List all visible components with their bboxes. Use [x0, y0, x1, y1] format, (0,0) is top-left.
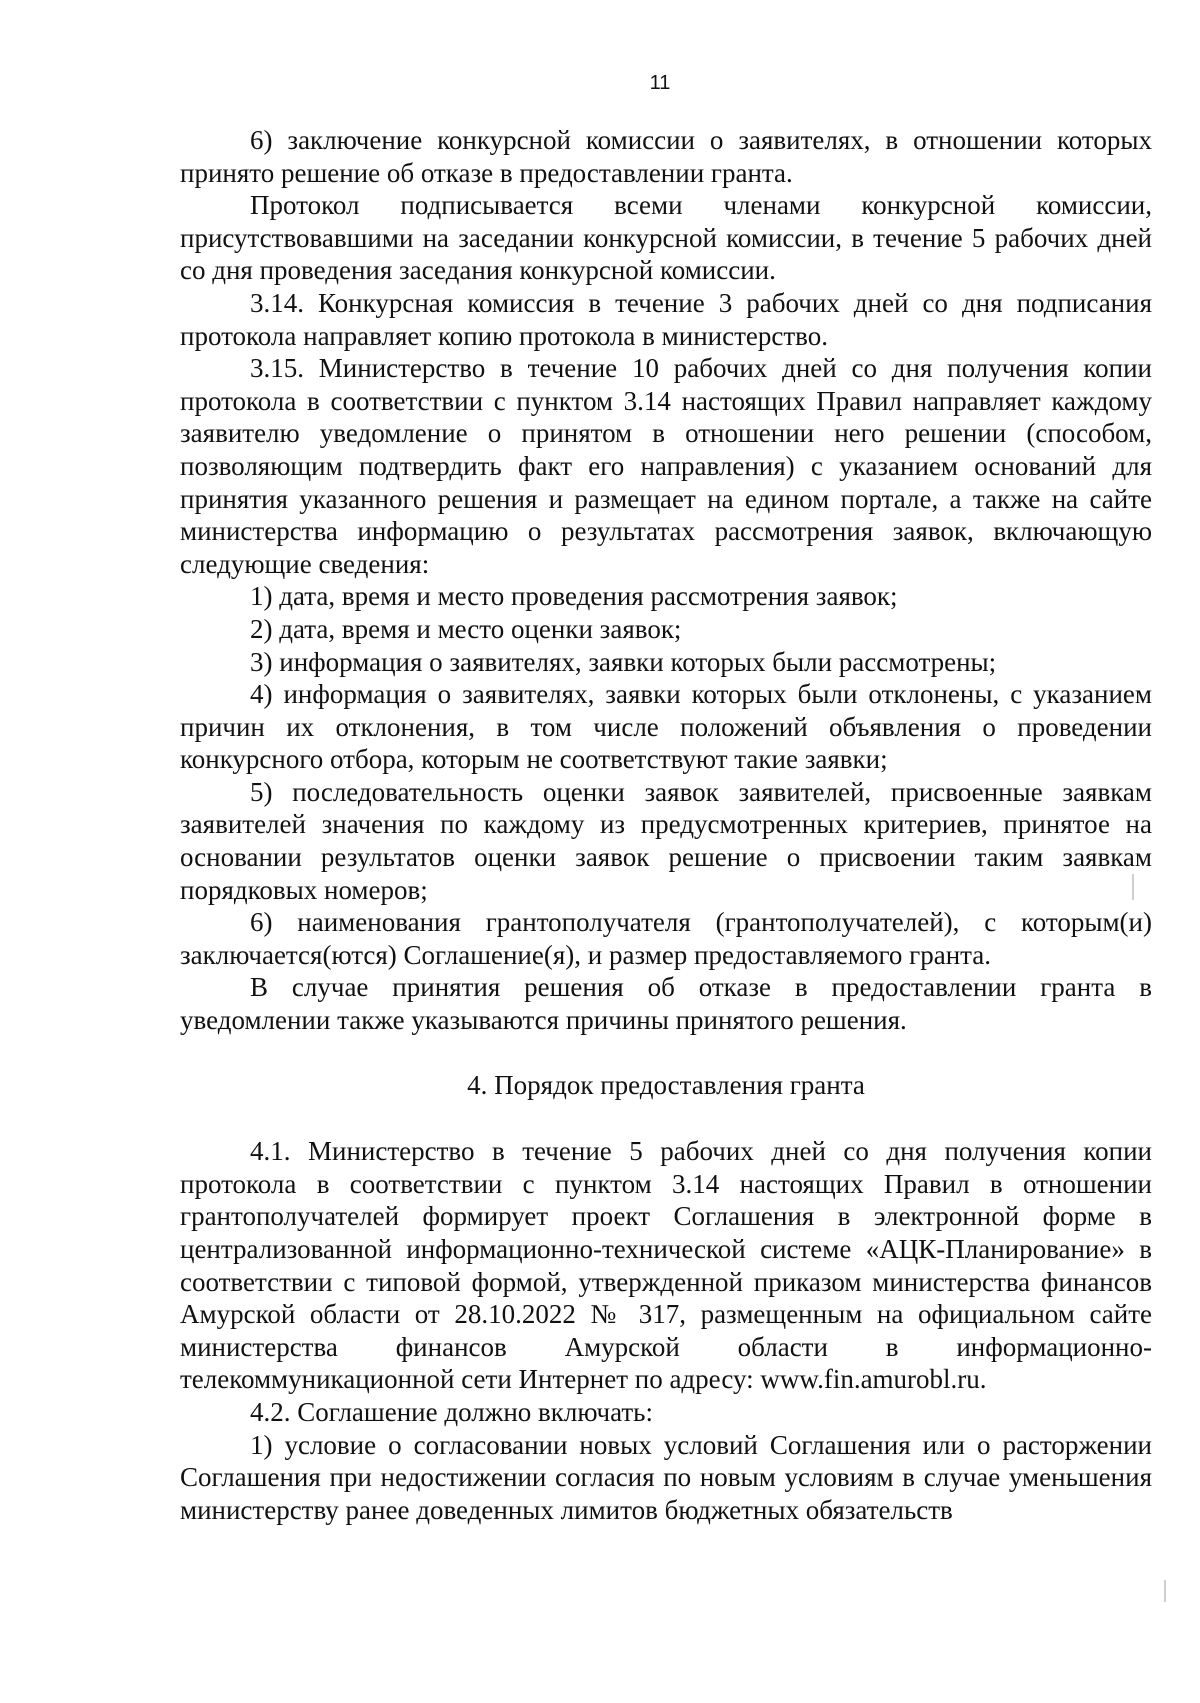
list-item-4: 4) информация о заявителях, заявки которых были отклонены, с указанием причин их отклонения, в том числе положений объявления о проведении конкурсного отбора, которым не соответствуют такие заявки; — [180, 679, 1152, 775]
paragraph-3-14: 3.14. Конкурсная комиссия в течение 3 рабочих дней со дня подписания протокола направляет копию протокола в министерство. — [180, 287, 1152, 351]
paragraph-4-1: 4.1. Министерство в течение 5 рабочих дней со дня получения копии протокола в соответствии с пунктом 3.14 настоящих Правил в отношении грантополучателей формирует проект Соглашения в электронной форме в централизованной информационно-технической системе «АЦК-Планирование» в соответствии с типовой формой, утвержденной приказом министерства финансов Амурской области от 28.10.2022 № 317, размещенным на официальном сайте министерства финансов Амурской области в информационно-телекоммуникационной сети Интернет по адресу: www.fin.amurobl.ru. — [180, 1136, 1152, 1395]
list-item-3: 3) информация о заявителях, заявки которых были рассмотрены; — [250, 646, 997, 677]
paragraph-3-15: 3.15. Министерство в течение 10 рабочих дней со дня получения копии протокола в соответствии с пунктом 3.14 настоящих Правил направляет каждому заявителю уведомление о принятом в отношении него решении (способом, позволяющим подтвердить факт его направления) с указанием оснований для принятия указанного решения и размещает на едином портале, а также на сайте министерства информацию о результатах рассмотрения заявок, включающую следующие сведения: — [180, 353, 1152, 579]
paragraph-commission-conclusion: 6) заключение конкурсной комиссии о заявителях, в отношении которых принято решение об отказе в предоставлении гранта. — [180, 125, 1152, 188]
paragraph-4-2-item-1: 1) условие о согласовании новых условий Соглашения или о расторжении Соглашения при недостижении согласия по новым условиям в случае уменьшения министерству ранее доведенных лимитов бюджетных обязательств — [180, 1429, 1152, 1525]
paragraph-4-2: 4.2. Соглашение должно включать: — [250, 1396, 653, 1427]
list-item-1: 1) дата, время и место проведения рассмотрения заявок; — [250, 581, 898, 612]
scan-artifact-mark — [1132, 874, 1134, 900]
page-number: 11 — [649, 72, 671, 94]
scan-artifact-mark — [1164, 1580, 1166, 1602]
paragraph-refusal-notice: В случае принятия решения об отказе в предоставлении гранта в уведомлении также указываются причины принятого решения. — [180, 972, 1152, 1036]
section-heading: 4. Порядок предоставления гранта — [467, 1069, 865, 1100]
document-body — [180, 124, 1152, 1526]
list-item-5: 5) последовательность оценки заявок заявителей, присвоенные заявкам заявителей значения по каждому из предусмотренных критериев, принятое на основании результатов оценки заявок решение о присвоении таким заявкам порядковых номеров; — [180, 776, 1152, 905]
list-item-6: 6) наименования грантополучателя (грантополучателей), с которым(и) заключается(ются) Соглашение(я), и размер предоставляемого гранта. — [180, 907, 1152, 970]
paragraph-protocol-signing: Протокол подписывается всеми членами конкурсной комиссии, присутствовавшими на заседании конкурсной комиссии, в течение 5 рабочих дней со дня проведения заседания конкурсной комиссии. — [180, 190, 1152, 286]
list-item-2: 2) дата, время и место оценки заявок; — [250, 613, 682, 644]
